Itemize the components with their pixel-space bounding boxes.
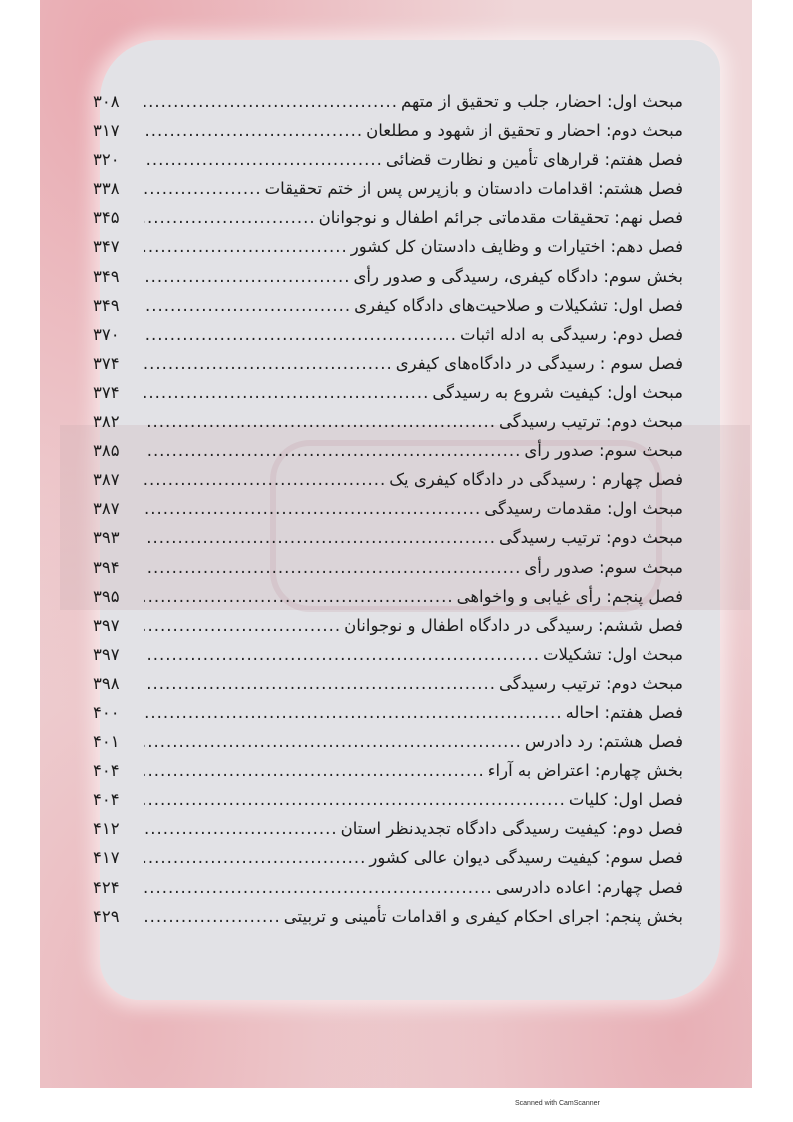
toc-entry-title: مبحث اول: مقدمات رسیدگی <box>484 499 683 519</box>
toc-entry-page: ۴۰۴ <box>93 761 120 781</box>
toc-entry-page: ۴۱۷ <box>93 848 120 868</box>
toc-entry-title: فصل نهم: تحقیقات مقدماتی جرائم اطفال و نوجوانان <box>318 208 683 228</box>
toc-entry-title: فصل اول: کلیات <box>568 790 683 810</box>
dot-leader <box>144 325 457 344</box>
toc-entry-title: بخش پنجم: اجرای احکام کیفری و اقدامات تأمینی و تربیتی <box>283 906 683 926</box>
dot-leader <box>144 790 566 809</box>
toc-entry <box>93 237 683 266</box>
toc-entry <box>93 587 683 616</box>
dot-leader <box>144 528 496 547</box>
toc-entry <box>93 499 683 528</box>
toc-entry-title: فصل چهارم: اعاده دادرسی <box>495 877 683 897</box>
dot-leader <box>144 412 496 431</box>
toc-entry-title: مبحث دوم: احضار و تحقیق از شهود و مطلعان <box>366 121 683 141</box>
toc-entry-title: بخش چهارم: اعتراض به آراء <box>487 761 683 781</box>
toc-entry-page: ۳۹۸ <box>93 673 120 693</box>
toc-entry-page: ۴۰۴ <box>93 790 120 810</box>
toc-entry-title: فصل چهارم : رسیدگی در دادگاه کیفری یک <box>389 470 683 490</box>
toc-entry <box>93 470 683 499</box>
toc-entry-title: مبحث اول: احضار، جلب و تحقیق از متهم <box>400 92 683 111</box>
toc-entry <box>93 354 683 383</box>
toc-entry-page: ۳۷۰ <box>93 324 120 344</box>
dot-leader <box>144 296 351 315</box>
dot-leader <box>144 441 521 460</box>
dot-leader <box>144 645 540 664</box>
toc-entry <box>93 208 683 237</box>
dot-leader <box>144 848 366 867</box>
toc-entry <box>93 296 683 325</box>
dot-leader <box>144 819 338 838</box>
dot-leader <box>144 354 393 373</box>
camscanner-footer: Scanned with CamScanner <box>515 1100 600 1107</box>
dot-leader <box>144 761 485 780</box>
toc-entry <box>93 645 683 674</box>
toc-entry <box>93 907 683 936</box>
toc-entry <box>93 616 683 645</box>
toc-entry-title: فصل دوم: کیفیت رسیدگی دادگاه تجدیدنظر استان <box>340 819 683 839</box>
toc-entry-page: ۳۷۴ <box>93 353 120 373</box>
toc-entry-page: ۳۹۴ <box>93 557 120 577</box>
dot-leader <box>144 208 316 227</box>
toc-entry-page: ۴۰۱ <box>93 732 120 752</box>
toc-entry <box>93 878 683 907</box>
table-of-contents <box>93 92 683 936</box>
toc-entry-title: فصل هفتم: قرارهای تأمین و نظارت قضائی <box>385 150 683 170</box>
toc-entry-page: ۳۷۴ <box>93 382 120 402</box>
toc-entry-title: مبحث سوم: صدور رأی <box>524 441 683 461</box>
toc-entry-title: فصل هفتم: احاله <box>565 702 683 722</box>
toc-entry-page: ۳۲۰ <box>93 150 120 170</box>
toc-entry <box>93 819 683 848</box>
dot-leader <box>144 907 281 926</box>
dot-leader <box>144 703 563 722</box>
toc-entry-page: ۳۹۷ <box>93 644 120 664</box>
dot-leader <box>144 383 429 402</box>
dot-leader <box>144 121 363 140</box>
toc-entry <box>93 412 683 441</box>
toc-entry-page: ۳۸۷ <box>93 499 120 519</box>
toc-entry-page: ۳۹۵ <box>93 586 120 606</box>
toc-entry-page: ۳۳۸ <box>93 179 120 199</box>
toc-entry-page: ۳۱۷ <box>93 121 120 141</box>
toc-entry-title: فصل دهم: اختیارات و وظایف دادستان کل کشور <box>350 237 683 257</box>
toc-entry-page: ۳۴۷ <box>93 237 120 257</box>
dot-leader <box>144 732 522 751</box>
toc-entry-page: ۴۱۲ <box>93 819 120 839</box>
dot-leader <box>144 150 383 169</box>
toc-entry <box>93 150 683 179</box>
toc-entry-title: فصل سوم : رسیدگی در دادگاه‌های کیفری <box>395 353 683 373</box>
toc-entry-title: مبحث دوم: ترتیب رسیدگی <box>498 412 683 432</box>
toc-entry <box>93 121 683 150</box>
toc-entry <box>93 848 683 877</box>
dot-leader <box>144 470 386 489</box>
toc-entry-page: ۳۹۷ <box>93 615 120 635</box>
dot-leader <box>144 587 454 606</box>
toc-entry <box>93 92 683 121</box>
toc-entry <box>93 558 683 587</box>
toc-entry <box>93 703 683 732</box>
toc-entry <box>93 761 683 790</box>
toc-entry-page: ۳۹۳ <box>93 528 120 548</box>
toc-entry-title: بخش سوم: دادگاه کیفری، رسیدگی و صدور رأی <box>353 266 683 286</box>
dot-leader <box>144 237 348 256</box>
toc-entry-title: مبحث دوم: ترتیب رسیدگی <box>498 528 683 548</box>
dot-leader <box>144 499 481 518</box>
dot-leader <box>144 92 398 111</box>
toc-entry-title: فصل هشتم: رد دادرس <box>524 732 683 752</box>
toc-entry-page: ۳۸۷ <box>93 470 120 490</box>
toc-entry-page: ۳۴۹ <box>93 295 120 315</box>
toc-entry <box>93 267 683 296</box>
toc-entry <box>93 441 683 470</box>
dot-leader <box>144 674 496 693</box>
toc-entry-title: مبحث اول: کیفیت شروع به رسیدگی <box>432 382 683 402</box>
dot-leader <box>144 878 493 897</box>
toc-entry-title: فصل هشتم: اقدامات دادستان و بازپرس پس از ختم تحقیقات <box>264 179 683 199</box>
dot-leader <box>144 616 341 635</box>
toc-entry-title: فصل دوم: رسیدگی به ادله اثبات <box>459 324 683 344</box>
toc-entry-page: ۳۴۵ <box>93 208 120 228</box>
toc-entry-page: ۳۸۲ <box>93 412 120 432</box>
toc-entry-page: ۴۲۴ <box>93 877 120 897</box>
toc-entry <box>93 179 683 208</box>
toc-entry <box>93 528 683 557</box>
dot-leader <box>144 179 262 198</box>
toc-entry-title: فصل پنجم: رأی غیابی و واخواهی <box>456 586 683 606</box>
dot-leader <box>144 267 350 286</box>
toc-entry-title: فصل اول: تشکیلات و صلاحیت‌های دادگاه کیفری <box>354 295 683 315</box>
dot-leader <box>144 558 521 577</box>
toc-entry-title: مبحث سوم: صدور رأی <box>524 557 683 577</box>
toc-entry <box>93 674 683 703</box>
toc-entry-page: ۳۸۵ <box>93 441 120 461</box>
toc-entry <box>93 790 683 819</box>
toc-entry-page: ۴۰۰ <box>93 702 120 722</box>
toc-entry <box>93 325 683 354</box>
toc-entry-title: مبحث دوم: ترتیب رسیدگی <box>498 673 683 693</box>
toc-entry <box>93 732 683 761</box>
toc-entry-title: فصل سوم: کیفیت رسیدگی دیوان عالی کشور <box>369 848 683 868</box>
toc-entry-page: ۴۲۹ <box>93 906 120 926</box>
toc-entry-title: فصل ششم: رسیدگی در دادگاه اطفال و نوجوانان <box>344 615 683 635</box>
toc-entry-page: ۳۰۸ <box>93 92 120 111</box>
toc-entry-page: ۳۴۹ <box>93 266 120 286</box>
toc-entry <box>93 383 683 412</box>
toc-entry-title: مبحث اول: تشکیلات <box>542 644 683 664</box>
